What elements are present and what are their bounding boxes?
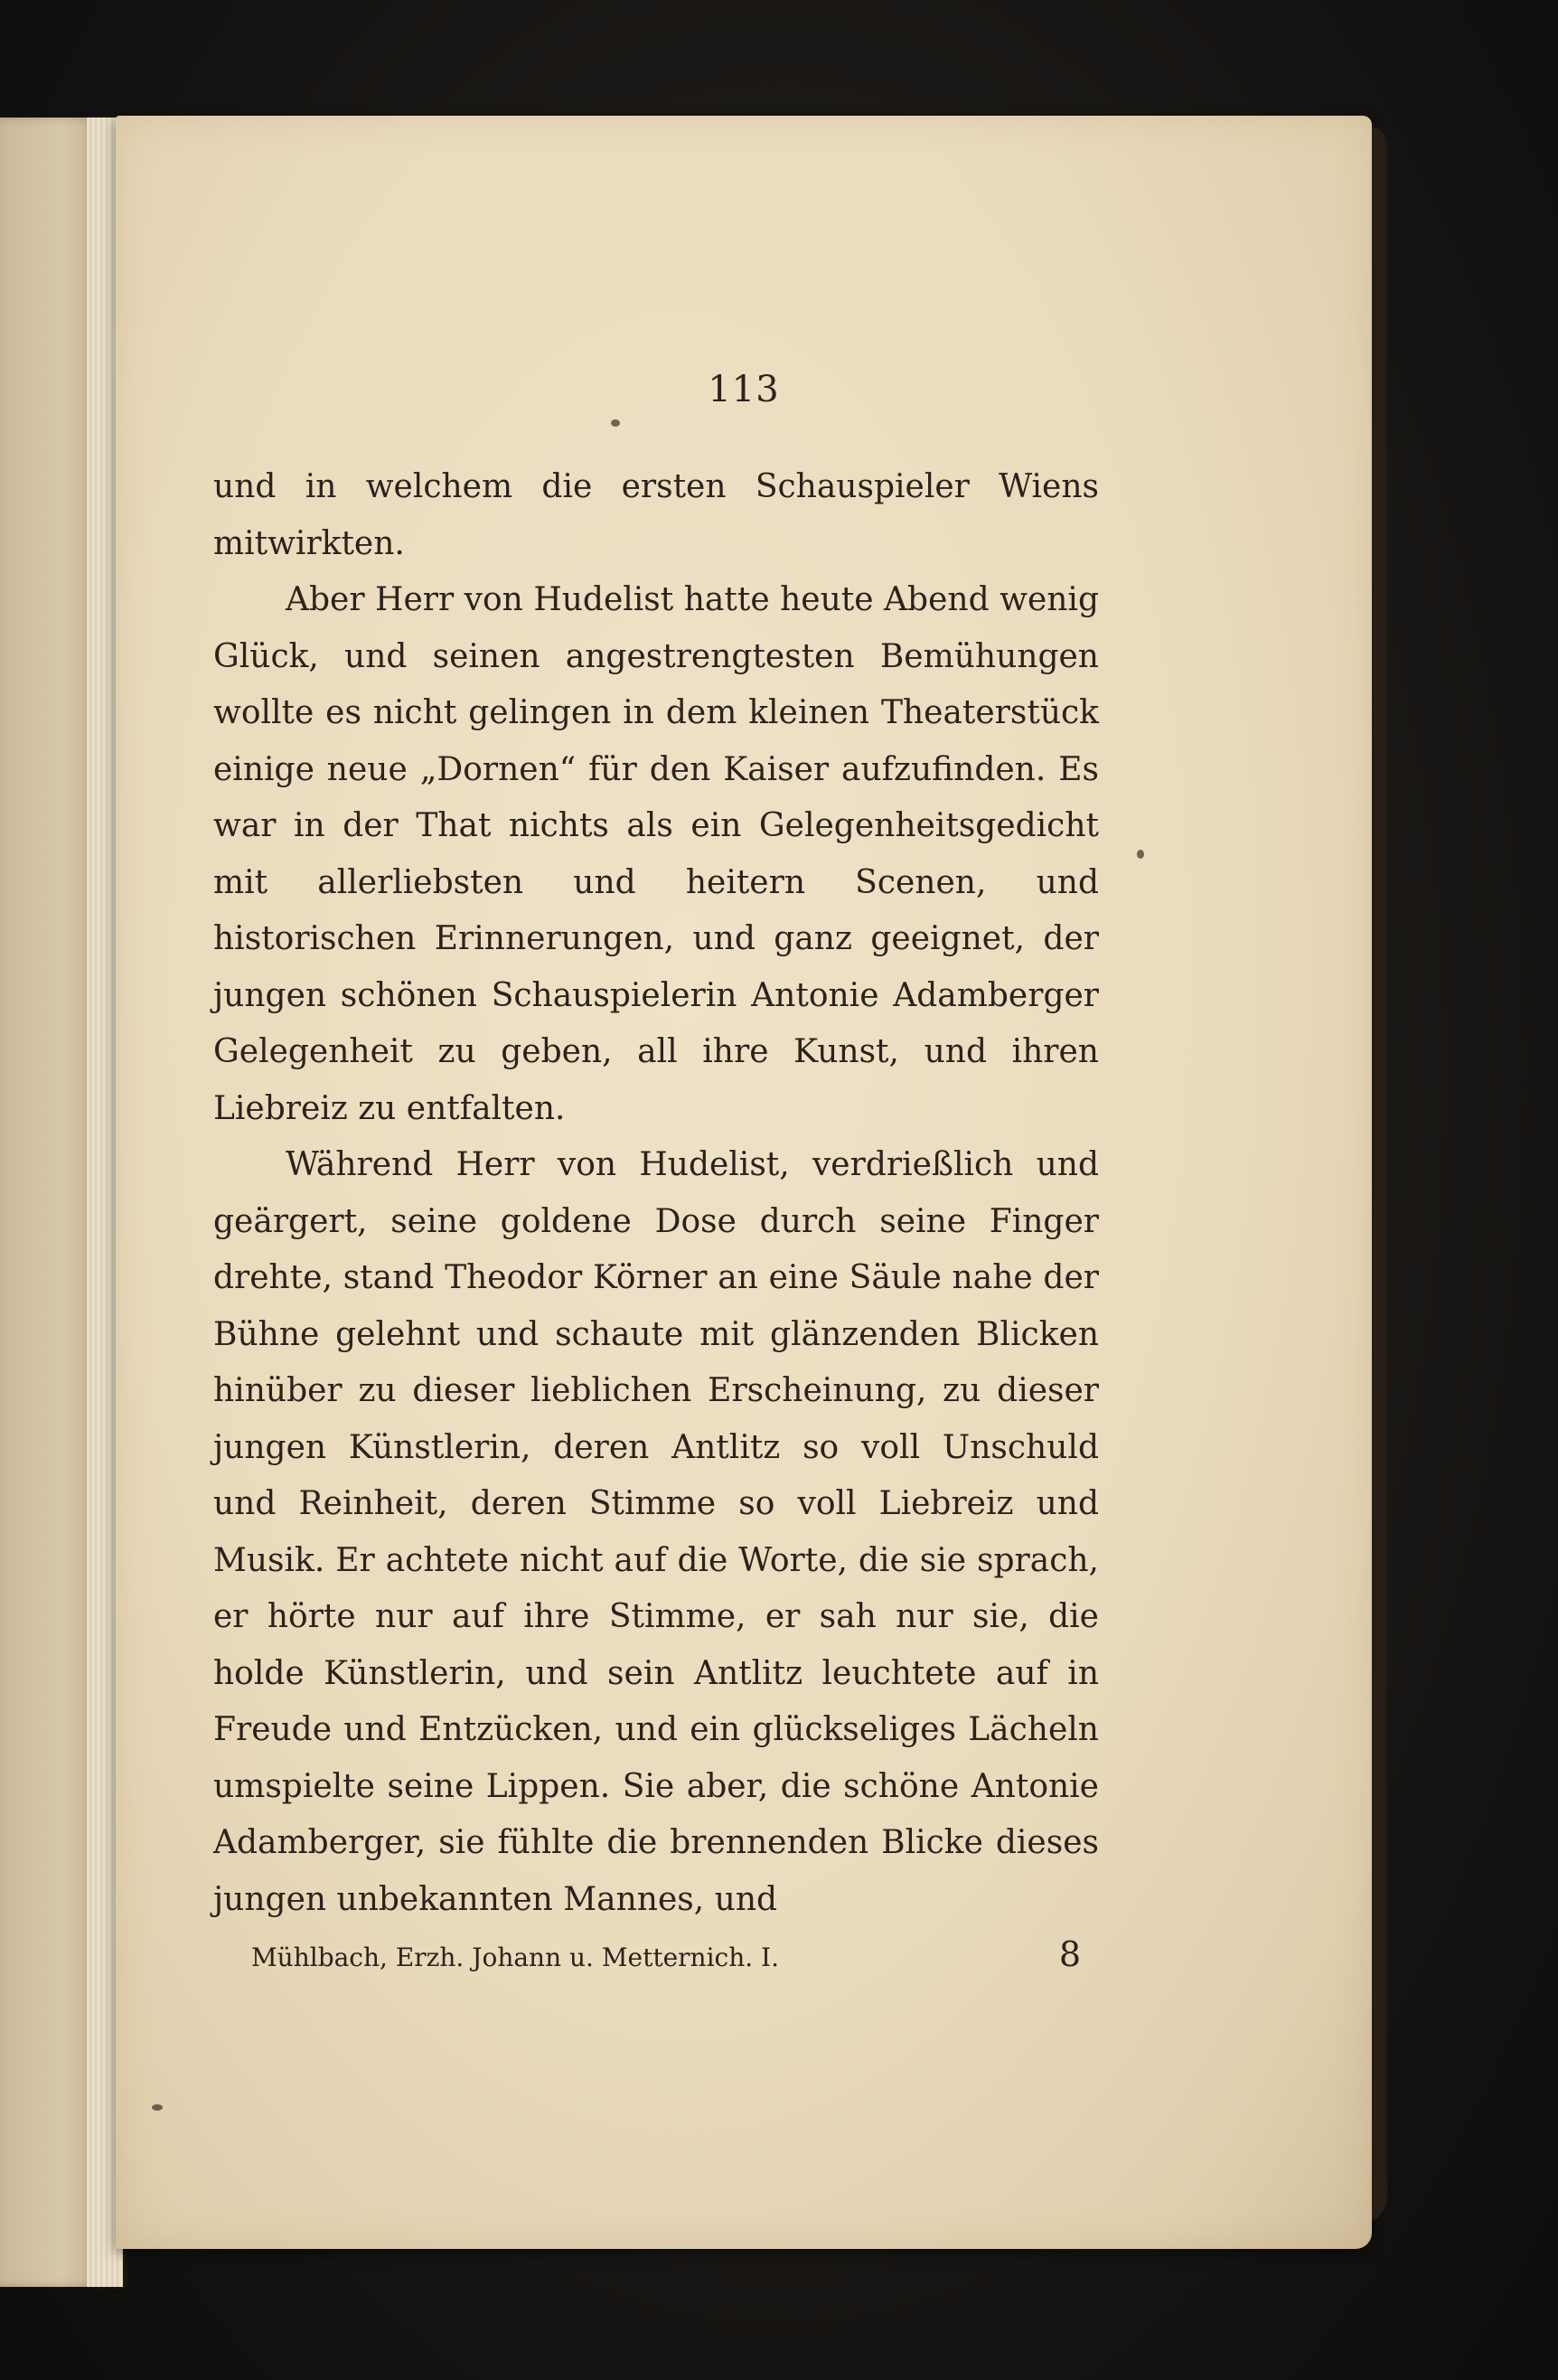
footer-title: Mühlbach, Erzh. Johann u. Metternich. I. bbox=[251, 1943, 780, 1972]
book-page bbox=[116, 116, 1372, 2249]
paper-speck bbox=[1137, 850, 1144, 859]
facing-page-edge bbox=[0, 118, 99, 2287]
paragraph-2: Aber Herr von Hudelist hatte heute Abend wenig Glück, und seinen angestrengtesten Bemühungen wollte es nicht gelingen in dem kleinen Theaterstück einige neue „Dornen“ für den Kaiser aufzufinden. Es war in der That nichts als ein Gelegenheitsgedicht mit allerliebsten und heitern Scenen, und historischen Erinnerungen, und ganz geeignet, der jungen schönen Schauspielerin Antonie Adamberger Gelegenheit zu geben, all ihre Kunst, und ihren Liebreiz zu entfalten. bbox=[213, 581, 1099, 1127]
page-number: 113 bbox=[708, 369, 780, 410]
paper-speck bbox=[611, 419, 620, 427]
paragraph-1: und in welchem die ersten Schauspieler Wiens mitwirkten. bbox=[213, 468, 1099, 562]
paper-speck bbox=[152, 2104, 163, 2111]
body-text bbox=[213, 459, 1099, 1918]
signature-mark: 8 bbox=[1058, 1934, 1081, 1974]
paragraph-3: Während Herr von Hudelist, verdrießlich und geärgert, seine goldene Dose durch seine Finger drehte, stand Theodor Körner an eine Säule nahe der Bühne gelehnt und schaute mit glänzenden Blicken hinüber zu dieser lieblichen Erscheinung, zu dieser jungen Künstlerin, deren Antlitz so voll Unschuld und Reinheit, deren Stimme so voll Liebreiz und Musik. Er achtete nicht auf die Worte, die sie sprach, er hörte nur auf ihre Stimme, er sah nur sie, die holde Künstlerin, und sein Antlitz leuchtete auf in Freude und Entzücken, und ein glückseliges Lächeln umspielte seine Lippen. Sie aber, die schöne Antonie Adamberger, sie fühlte die brennenden Blicke dieses jungen unbekannten Mannes, und bbox=[213, 1146, 1099, 1918]
page-footer bbox=[251, 1934, 1101, 1974]
